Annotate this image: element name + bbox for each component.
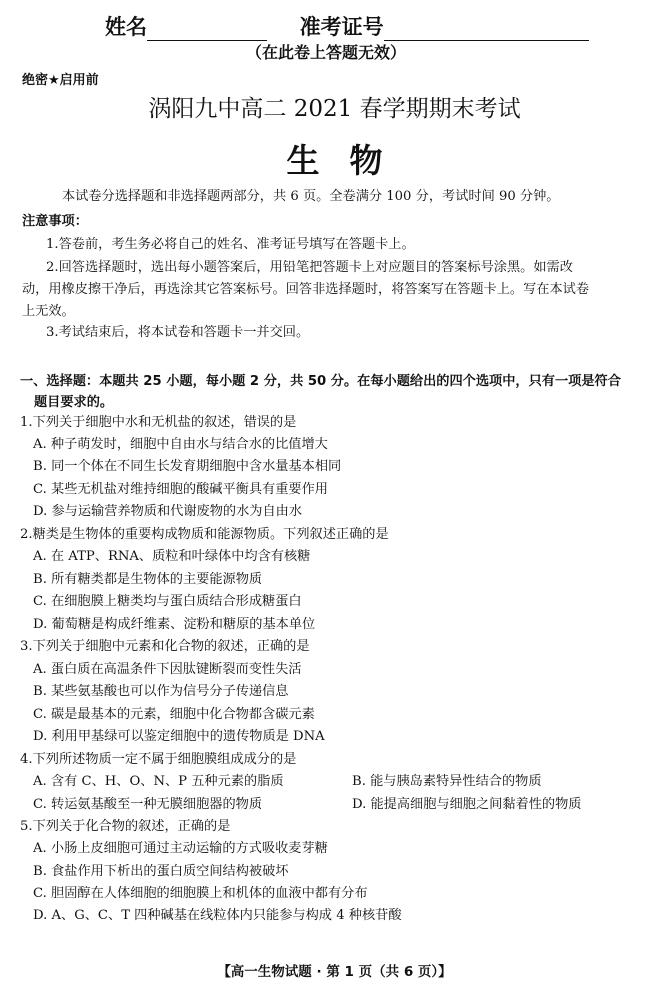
option-a: A. 蛋白质在高温条件下因肽键断裂而变性失活 [33,662,302,677]
section-heading: 一、选择题：本题共 25 小题，每小题 2 分，共 50 分。在每小题给出的四个选项中，只有一项是符合 [20,374,621,389]
option-d: D. 参与运输营养物质和代谢废物的水为自由水 [33,504,303,519]
intro-text: 本试卷分选择题和非选择题两部分，共 6 页。全卷满分 100 分，考试时间 90 分钟。 [62,189,560,204]
secret-label: 绝密★启用前 [22,73,99,88]
candidate-info-row [105,11,589,41]
option-c: C. 胆固醇在人体细胞的细胞膜上和机体的血液中都有分布 [33,886,368,901]
option-b: B. 能与胰岛素特异性结合的物质 [352,774,542,789]
exam-title: 涡阳九中高二 2021 春学期期末考试 [148,96,521,122]
answer-notice: （在此卷上答题无效） [246,43,407,62]
option-c: C. 碳是最基本的元素，细胞中化合物都含碳元素 [33,707,315,722]
option-b: B. 某些氨基酸也可以作为信号分子传递信息 [33,684,289,699]
section-heading-cont: 题目要求的。 [34,395,114,410]
note-line: 1.答卷前，考生务必将自己的姓名、准考证号填写在答题卡上。 [46,237,415,252]
question-stem: 5.下列关于化合物的叙述，正确的是 [20,819,231,834]
option-a: A. 种子萌发时，细胞中自由水与结合水的比值增大 [33,437,328,452]
option-a: A. 在 ATP、RNA、质粒和叶绿体中均含有核糖 [33,549,311,564]
note-line: 2.回答选择题时，选出每小题答案后，用铅笔把答题卡上对应题目的答案标号涂黑。如需改 [46,260,573,275]
notes-heading: 注意事项： [22,214,88,229]
question-stem: 1.下列关于细胞中水和无机盐的叙述，错误的是 [20,415,297,430]
note-line: 上无效。 [22,304,75,319]
option-c: C. 在细胞膜上糖类均与蛋白质结合形成糖蛋白 [33,594,302,609]
option-c: C. 转运氨基酸至一种无膜细胞器的物质 [33,797,263,812]
subject-title: 生物 [286,141,413,180]
page-footer: 【高一生物试题 · 第 1 页（共 6 页）】 [217,964,452,980]
name-label: 姓名 [105,15,147,39]
option-b: B. 食盐作用下析出的蛋白质空间结构被破坏 [33,864,289,879]
option-c: C. 某些无机盐对维持细胞的酸碱平衡具有重要作用 [33,482,328,497]
exam-no-label: 准考证号 [299,15,384,39]
question-stem: 3.下列关于细胞中元素和化合物的叙述，正确的是 [20,639,310,654]
name-blank [147,20,267,41]
question-stem: 4.下列所述物质一定不属于细胞膜组成成分的是 [20,752,297,767]
option-d: D. 利用甲基绿可以鉴定细胞中的遗传物质是 DNA [33,729,325,744]
option-a: A. 小肠上皮细胞可通过主动运输的方式吸收麦芽糖 [33,841,328,856]
option-d: D. 能提高细胞与细胞之间黏着性的物质 [352,797,582,812]
note-line: 动，用橡皮擦干净后，再选涂其它答案标号。回答非选择题时，将答案写在答题卡上。写在本试卷 [22,282,590,297]
option-b: B. 同一个体在不同生长发育期细胞中含水量基本相同 [33,459,342,474]
note-line: 3.考试结束后，将本试卷和答题卡一并交回。 [46,325,310,340]
option-a: A. 含有 C、H、O、N、P 五种元素的脂质 [33,774,284,789]
option-b: B. 所有糖类都是生物体的主要能源物质 [33,572,263,587]
option-d: D. 葡萄糖是构成纤维素、淀粉和糖原的基本单位 [33,617,316,632]
question-stem: 2.糖类是生物体的重要构成物质和能源物质。下列叙述正确的是 [20,527,389,542]
option-d: D. A、G、C、T 四种碱基在线粒体内只能参与构成 4 种核苷酸 [33,908,402,923]
exam-no-blank [384,20,589,41]
